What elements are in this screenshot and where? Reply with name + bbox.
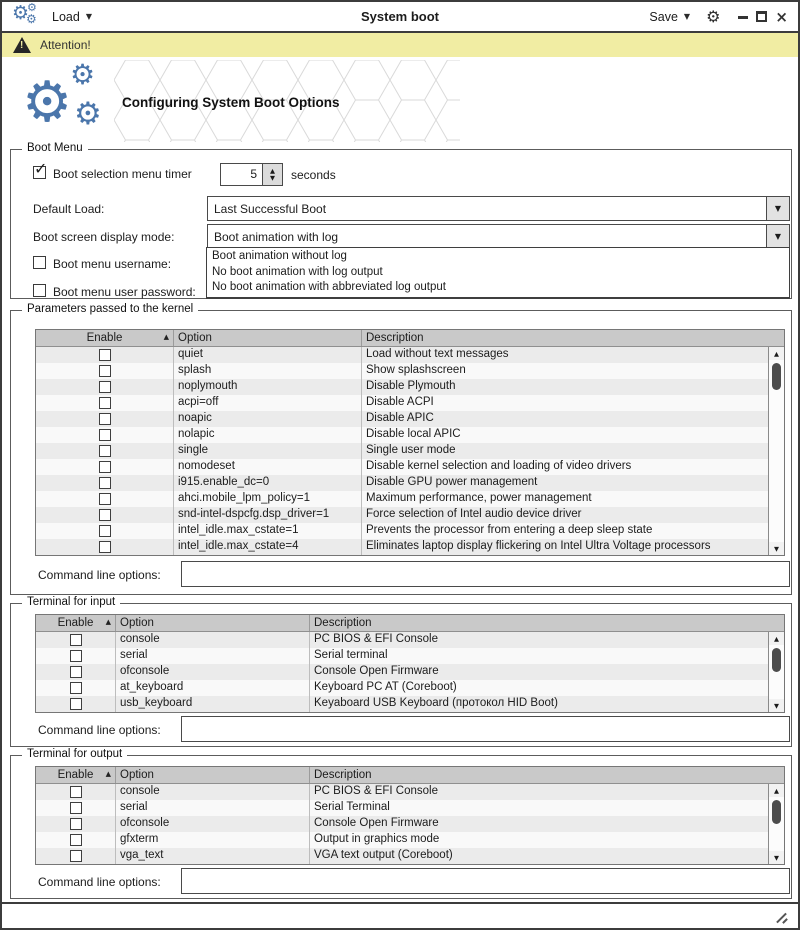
- sort-ascending-icon: ▲: [105, 770, 111, 778]
- description-cell: Disable APIC: [366, 412, 434, 424]
- enable-checkbox[interactable]: [99, 509, 111, 521]
- timer-unit-label: seconds: [291, 168, 336, 182]
- table-row[interactable]: [36, 411, 768, 427]
- maximize-button[interactable]: [756, 11, 767, 22]
- group-legend: Parameters passed to the kernel: [22, 303, 198, 315]
- titlebar-right: [649, 6, 788, 26]
- enable-cell: [36, 443, 174, 459]
- table-header: [36, 615, 784, 632]
- command-line-label: Command line options:: [38, 723, 161, 737]
- settings-gear-icon[interactable]: ⚙: [706, 6, 721, 26]
- scroll-up-icon[interactable]: ▲: [769, 632, 784, 645]
- table-row[interactable]: [36, 507, 768, 523]
- table-row[interactable]: [36, 379, 768, 395]
- option-cell: usb_keyboard: [116, 696, 310, 712]
- option-cell: acpi=off: [174, 395, 362, 411]
- enable-checkbox[interactable]: [99, 541, 111, 553]
- command-line-input[interactable]: [181, 561, 790, 587]
- description-cell: PC BIOS & EFI Console: [314, 785, 438, 797]
- enable-cell: [36, 680, 116, 696]
- enable-checkbox[interactable]: [70, 666, 82, 678]
- username-checkbox[interactable]: [33, 256, 46, 269]
- description-cell: Disable local APIC: [366, 428, 461, 440]
- table-row[interactable]: [36, 523, 768, 539]
- description-cell: Maximum performance, power management: [366, 492, 592, 504]
- vertical-scrollbar[interactable]: [768, 347, 784, 555]
- enable-cell: [36, 664, 116, 680]
- option-cell: console: [116, 784, 310, 800]
- table-row[interactable]: [36, 816, 768, 832]
- table-row[interactable]: [36, 664, 768, 680]
- window-title: System boot: [360, 9, 440, 24]
- timer-spinbox[interactable]: [220, 163, 283, 186]
- option-cell: gfxterm: [116, 832, 310, 848]
- description-cell: Keyboard PC AT (Coreboot): [314, 681, 457, 693]
- column-header[interactable]: Description: [314, 617, 372, 629]
- option-cell: quiet: [174, 347, 362, 363]
- timer-value: 5: [250, 167, 257, 181]
- description-cell: Console Open Firmware: [314, 665, 439, 677]
- enable-checkbox[interactable]: [70, 698, 82, 710]
- group-terminal-output: [10, 748, 792, 899]
- enable-cell: [36, 784, 116, 800]
- option-cell: serial: [116, 800, 310, 816]
- column-header-label: Enable: [57, 769, 94, 781]
- table-row[interactable]: [36, 632, 768, 648]
- enable-checkbox[interactable]: [99, 461, 111, 473]
- default-load-value: Last Successful Boot: [214, 201, 327, 216]
- gear-icon: ⚙: [27, 0, 37, 14]
- dropdown-option[interactable]: Boot animation without log: [212, 250, 347, 262]
- enable-cell: [36, 539, 174, 555]
- column-header[interactable]: [36, 767, 116, 783]
- exclamation-mark: !: [20, 40, 24, 51]
- table-header: [36, 330, 784, 347]
- enable-checkbox[interactable]: [70, 682, 82, 694]
- command-line-input[interactable]: [181, 868, 790, 894]
- table-body: [36, 784, 768, 864]
- option-cell: i915.enable_dc=0: [174, 475, 362, 491]
- enable-checkbox[interactable]: [70, 834, 82, 846]
- scroll-down-icon[interactable]: ▼: [769, 542, 784, 555]
- spin-down-icon[interactable]: ▼: [270, 174, 275, 182]
- description-cell: Output in graphics mode: [314, 833, 440, 845]
- description-cell: Serial terminal: [314, 649, 388, 661]
- password-checkbox-label: Boot menu user password:: [53, 285, 196, 299]
- option-cell: noapic: [174, 411, 362, 427]
- enable-cell: [36, 491, 174, 507]
- table-row[interactable]: [36, 491, 768, 507]
- enable-cell: [36, 648, 116, 664]
- column-header[interactable]: [36, 330, 174, 346]
- description-cell: PC BIOS & EFI Console: [314, 633, 438, 645]
- enable-checkbox[interactable]: [70, 818, 82, 830]
- scrollbar-thumb[interactable]: [772, 363, 781, 390]
- option-cell: console: [116, 632, 310, 648]
- enable-checkbox[interactable]: [70, 802, 82, 814]
- description-cell: Disable kernel selection and loading of video drivers: [366, 460, 632, 472]
- description-cell: Single user mode: [366, 444, 456, 456]
- enable-checkbox[interactable]: [70, 786, 82, 798]
- titlebar: [2, 2, 798, 33]
- app-gears-icon: [12, 0, 42, 29]
- column-header[interactable]: Option: [116, 767, 310, 783]
- terminal-input-table: [35, 614, 785, 713]
- description-cell: Console Open Firmware: [314, 817, 439, 829]
- enable-cell: [36, 347, 174, 363]
- vertical-scrollbar[interactable]: [768, 632, 784, 712]
- column-header[interactable]: Description: [314, 769, 372, 781]
- enable-checkbox[interactable]: [99, 349, 111, 361]
- scrollbar-thumb[interactable]: [772, 648, 781, 672]
- table-body: [36, 347, 768, 555]
- page-title: Configuring System Boot Options: [122, 95, 340, 110]
- app-logo-gears-icon: [22, 58, 114, 139]
- table-row[interactable]: [36, 427, 768, 443]
- description-cell: Serial Terminal: [314, 801, 390, 813]
- table-row[interactable]: [36, 539, 768, 555]
- enable-cell: [36, 848, 116, 864]
- enable-checkbox[interactable]: [99, 429, 111, 441]
- scroll-up-icon[interactable]: ▲: [769, 784, 784, 797]
- display-mode-value: Boot animation with log: [214, 229, 339, 244]
- option-cell: intel_idle.max_cstate=1: [174, 523, 362, 539]
- save-menu-label: Save: [649, 9, 678, 24]
- enable-cell: [36, 523, 174, 539]
- resize-grip-icon[interactable]: [774, 911, 789, 924]
- description-cell: Disable ACPI: [366, 396, 434, 408]
- table-row[interactable]: [36, 459, 768, 475]
- table-row[interactable]: [36, 784, 768, 800]
- description-cell: Show splashscreen: [366, 364, 466, 376]
- table-row[interactable]: [36, 680, 768, 696]
- scroll-up-icon[interactable]: ▲: [769, 347, 784, 360]
- enable-cell: [36, 363, 174, 379]
- enable-cell: [36, 832, 116, 848]
- option-cell: splash: [174, 363, 362, 379]
- description-cell: Keyaboard USB Keyboard (протокол HID Boot): [314, 697, 558, 709]
- command-line-label: Command line options:: [38, 875, 161, 889]
- password-checkbox[interactable]: [33, 284, 46, 297]
- default-load-label: Default Load:: [33, 202, 105, 216]
- table-row[interactable]: [36, 347, 768, 363]
- table-row[interactable]: [36, 848, 768, 864]
- chevron-down-icon: ▼: [683, 12, 691, 21]
- table-row[interactable]: [36, 832, 768, 848]
- column-header[interactable]: Option: [116, 615, 310, 631]
- table-row[interactable]: [36, 696, 768, 712]
- table-row[interactable]: [36, 363, 768, 379]
- load-menu-button[interactable]: [52, 10, 92, 24]
- gear-icon: ⚙: [22, 70, 73, 135]
- window-controls: [738, 7, 788, 26]
- option-cell: vga_text: [116, 848, 310, 864]
- enable-checkbox[interactable]: [99, 381, 111, 393]
- enable-cell: [36, 427, 174, 443]
- option-cell: snd-intel-dspcfg.dsp_driver=1: [174, 507, 362, 523]
- column-header[interactable]: Description: [366, 332, 424, 344]
- statusbar-divider: [2, 902, 798, 904]
- chevron-down-icon: ▼: [85, 12, 92, 21]
- table-row[interactable]: [36, 648, 768, 664]
- table-row[interactable]: [36, 443, 768, 459]
- scrollbar-thumb[interactable]: [772, 800, 781, 824]
- enable-cell: [36, 816, 116, 832]
- enable-cell: [36, 800, 116, 816]
- dropdown-option[interactable]: No boot animation with log output: [212, 265, 383, 278]
- command-line-label: Command line options:: [38, 568, 161, 582]
- gear-icon: ⚙: [70, 58, 96, 91]
- option-cell: noplymouth: [174, 379, 362, 395]
- load-menu-label: Load: [52, 9, 80, 24]
- enable-cell: [36, 475, 174, 491]
- enable-cell: [36, 395, 174, 411]
- enable-cell: [36, 411, 174, 427]
- description-cell: Prevents the processor from entering a deep sleep state: [366, 524, 653, 536]
- enable-checkbox[interactable]: [99, 525, 111, 537]
- scroll-down-icon[interactable]: ▼: [769, 851, 784, 864]
- column-header-label: Enable: [86, 332, 123, 344]
- spinner-buttons[interactable]: [262, 164, 282, 185]
- enable-checkbox[interactable]: [99, 413, 111, 425]
- scroll-down-icon[interactable]: ▼: [769, 699, 784, 712]
- page-header: [2, 57, 798, 145]
- enable-checkbox[interactable]: [70, 634, 82, 646]
- column-header[interactable]: [36, 615, 116, 631]
- group-legend: Terminal for output: [22, 748, 127, 760]
- gear-icon: ⚙: [26, 11, 37, 26]
- display-mode-label: Boot screen display mode:: [33, 230, 175, 244]
- group-legend: Terminal for input: [22, 596, 120, 608]
- description-cell: Disable GPU power management: [366, 476, 538, 488]
- enable-checkbox[interactable]: [99, 445, 111, 457]
- enable-cell: [36, 696, 116, 712]
- enable-cell: [36, 379, 174, 395]
- gear-icon: ⚙: [12, 1, 30, 24]
- table-row[interactable]: [36, 395, 768, 411]
- timer-checkbox-label: Boot selection menu timer: [53, 167, 192, 181]
- command-line-input[interactable]: [181, 716, 790, 742]
- table-row[interactable]: [36, 475, 768, 491]
- username-checkbox-label: Boot menu username:: [53, 257, 172, 271]
- enable-cell: [36, 459, 174, 475]
- option-cell: nomodeset: [174, 459, 362, 475]
- description-cell: Eliminates laptop display flickering on Intel Ultra Voltage processors: [366, 540, 711, 552]
- table-row[interactable]: [36, 800, 768, 816]
- save-menu-button[interactable]: [649, 10, 690, 24]
- enable-checkbox[interactable]: [99, 493, 111, 505]
- table-header: [36, 767, 784, 784]
- option-cell: nolapic: [174, 427, 362, 443]
- check-icon: ✓: [34, 159, 48, 178]
- close-button[interactable]: ×: [775, 7, 788, 26]
- sort-ascending-icon: ▲: [163, 333, 169, 341]
- combo-arrow-icon[interactable]: ▼: [766, 197, 789, 220]
- enable-checkbox[interactable]: [99, 397, 111, 409]
- description-cell: VGA text output (Coreboot): [314, 849, 453, 861]
- option-cell: ahci.mobile_lpm_policy=1: [174, 491, 362, 507]
- option-cell: at_keyboard: [116, 680, 310, 696]
- option-cell: intel_idle.max_cstate=4: [174, 539, 362, 555]
- attention-label: Attention!: [40, 38, 91, 52]
- combo-arrow-icon[interactable]: ▼: [766, 225, 789, 248]
- description-cell: Force selection of Intel audio device driver: [366, 508, 582, 520]
- enable-checkbox[interactable]: [70, 650, 82, 662]
- minimize-button[interactable]: [738, 16, 748, 19]
- warning-icon: [13, 37, 31, 53]
- enable-cell: [36, 632, 116, 648]
- enable-checkbox[interactable]: [99, 477, 111, 489]
- description-cell: Load without text messages: [366, 348, 509, 360]
- timer-checkbox[interactable]: [33, 159, 48, 179]
- group-terminal-input: [10, 596, 792, 747]
- kernel-params-table: [35, 329, 785, 556]
- option-cell: single: [174, 443, 362, 459]
- description-cell: Disable Plymouth: [366, 380, 456, 392]
- display-mode-combobox[interactable]: [207, 224, 790, 249]
- default-load-combobox[interactable]: [207, 196, 790, 221]
- display-mode-dropdown-list: [206, 247, 790, 299]
- column-header[interactable]: Option: [174, 330, 362, 346]
- group-kernel-params: [10, 303, 792, 595]
- enable-cell: [36, 507, 174, 523]
- spin-up-icon[interactable]: ▲: [270, 167, 275, 175]
- sort-ascending-icon: ▲: [105, 618, 111, 626]
- option-cell: serial: [116, 648, 310, 664]
- group-legend: Boot Menu: [22, 142, 88, 154]
- option-cell: ofconsole: [116, 816, 310, 832]
- column-header-label: Enable: [57, 617, 94, 629]
- enable-checkbox[interactable]: [99, 365, 111, 377]
- table-body: [36, 632, 768, 712]
- vertical-scrollbar[interactable]: [768, 784, 784, 864]
- dropdown-option[interactable]: No boot animation with abbreviated log output: [212, 281, 446, 294]
- option-cell: ofconsole: [116, 664, 310, 680]
- gear-icon: ⚙: [74, 96, 102, 132]
- terminal-output-table: [35, 766, 785, 865]
- enable-checkbox[interactable]: [70, 850, 82, 862]
- attention-banner: [2, 33, 798, 57]
- titlebar-left: [12, 0, 92, 29]
